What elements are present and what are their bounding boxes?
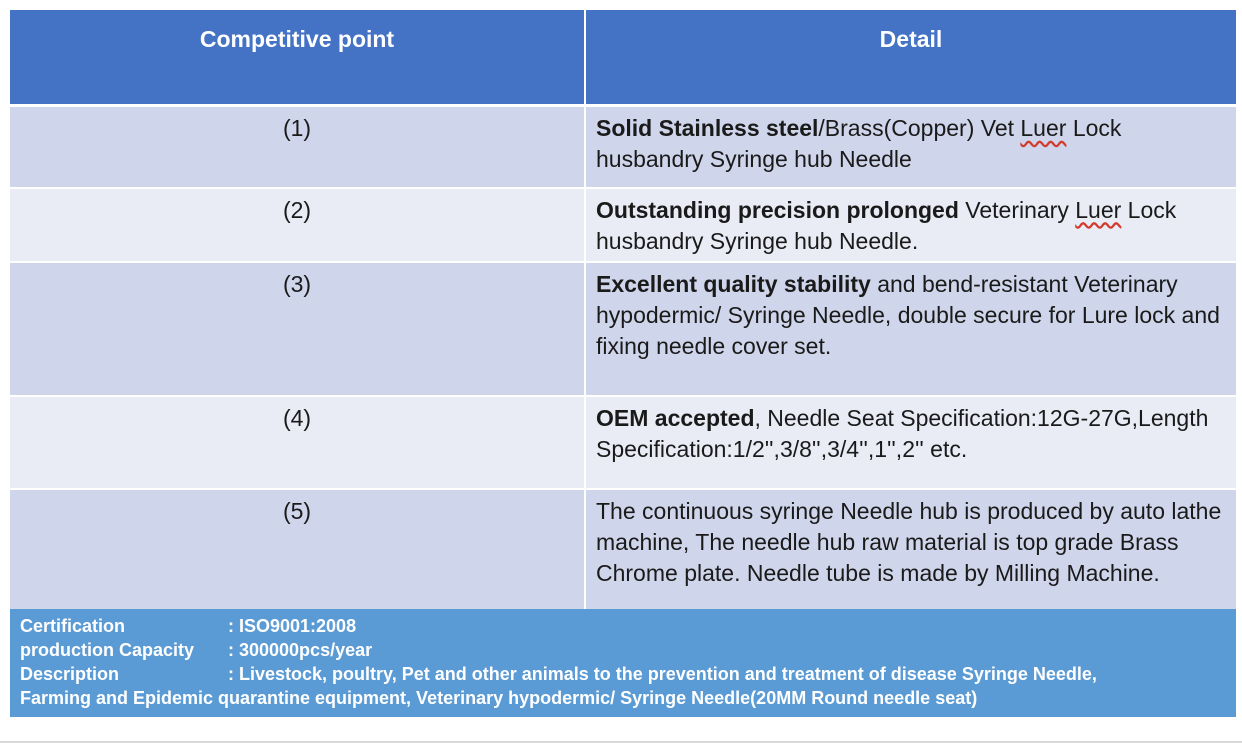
row-detail	[585, 262, 1236, 396]
row-detail	[585, 188, 1236, 262]
detail-bold-text: OEM accepted	[596, 404, 755, 431]
capacity-value: : 300000pcs/year	[228, 640, 373, 660]
page-bottom-divider	[0, 741, 1242, 743]
description-label: Description	[20, 664, 120, 684]
detail-bold-text: Outstanding precision prolonged	[596, 196, 959, 223]
detail-bold-text: Excellent quality stability	[596, 270, 871, 297]
spellcheck-flagged-word: Luer	[1075, 196, 1122, 223]
description-continued-line	[20, 686, 1226, 710]
detail-text: Lock husbandry Syringe hub Needle	[596, 115, 1122, 172]
description-continued: Farming and Epidemic quarantine equipment, Veterinary hypodermic/ Syringe Needle(20MM Round needle seat)	[20, 688, 978, 708]
row-detail	[585, 396, 1236, 489]
detail-bold-text: Solid Stainless steel	[596, 115, 819, 141]
detail-text: , Needle Seat Specification:12G-27G,Length Specification:1/2'',3/8'',3/4'',1'',2'' etc.	[596, 404, 1209, 462]
table-row	[10, 489, 1236, 623]
detail-text: /Brass(Copper) Vet	[818, 115, 1021, 141]
product-info-footer	[10, 609, 1236, 717]
table-row	[10, 262, 1236, 396]
table-header-row	[10, 10, 1236, 106]
spellcheck-flagged-word: Luer	[1020, 115, 1067, 141]
header-competitive-point: Competitive point	[10, 10, 585, 106]
detail-text: Lock husbandry Syringe hub Needle.	[596, 196, 1177, 254]
row-number: (4)	[10, 396, 585, 489]
table-row	[10, 396, 1236, 489]
capacity-line	[20, 638, 1226, 662]
detail-text: The continuous syringe Needle hub is produced by auto lathe machine, The needle hub raw material is top grade Brass Chrome plate. Needle tube is made by Milling Machine.	[596, 497, 1222, 586]
row-number: (2)	[10, 188, 585, 262]
detail-text: and bend-resistant Veterinary hypodermic/ Syringe Needle, double secure for Lure lock and fixing needle cover set.	[596, 270, 1220, 359]
description-line	[20, 662, 1226, 686]
header-detail: Detail	[585, 10, 1236, 106]
table-row	[10, 188, 1236, 262]
row-detail	[585, 106, 1236, 188]
certification-label: Certification	[20, 616, 126, 636]
row-number: (3)	[10, 262, 585, 396]
row-detail	[585, 489, 1236, 623]
capacity-label: production Capacity	[20, 640, 195, 660]
spec-table-container	[10, 10, 1236, 624]
description-value: : Livestock, poultry, Pet and other animals to the prevention and treatment of disease Syringe Needle,	[228, 664, 1097, 684]
detail-text: Veterinary	[958, 196, 1076, 223]
table-row	[10, 106, 1236, 188]
row-number: (5)	[10, 489, 585, 623]
certification-line	[20, 614, 1226, 638]
row-number: (1)	[10, 106, 585, 188]
certification-value: : ISO9001:2008	[228, 616, 357, 636]
competitive-points-table	[10, 10, 1236, 624]
